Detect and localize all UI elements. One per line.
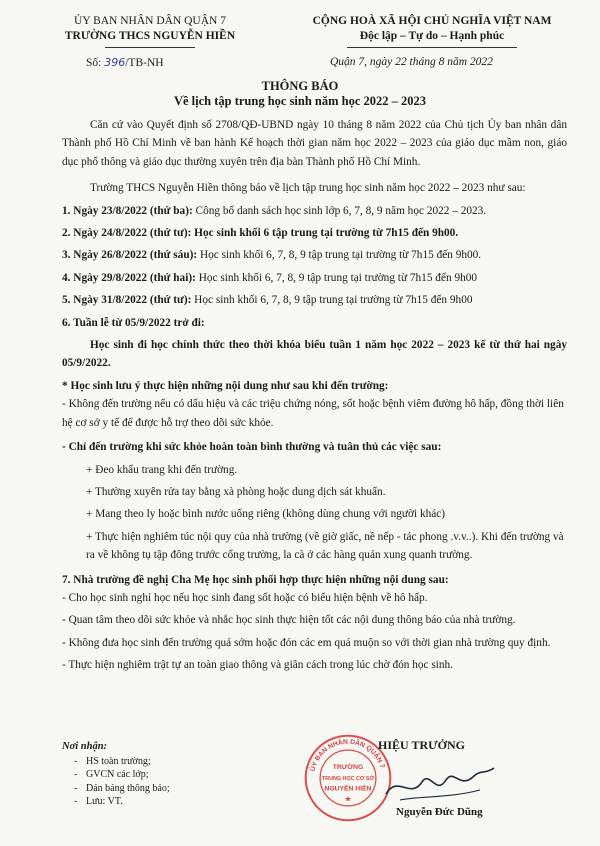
schedule-item: [62, 291, 567, 309]
stamp-center-line-3: NGUYỄN HIỀN: [324, 785, 372, 793]
paragraph-legal-basis: Căn cứ vào Quyết định số 2708/QĐ-UBND ngày 10 tháng 8 năm 2022 của Chủ tịch Ủy ban nhân dân Thành phố Hồ Chí Minh về ban hành Kế hoạch thời gian năm học 2022 – 2023 của giáo dục mầm non, giáo dục phổ thông và giáo dục thường xuyên trên địa bàn Thành phố Hồ Chí Minh.: [62, 119, 567, 168]
header-divider: [105, 47, 195, 48]
schedule-item: [62, 269, 567, 287]
recipient-item: - GVCN các lớp;: [86, 768, 170, 782]
national-header: [282, 14, 582, 48]
recipient-item: - Dán bảng thông báo;: [86, 782, 170, 796]
schedule-item: [62, 314, 567, 332]
country-name: CỘNG HOÀ XÃ HỘI CHỦ NGHĨA VIỆT NAM: [312, 15, 552, 27]
health-rule: + Thực hiện nghiêm túc nội quy của nhà trường (về giờ giấc, nề nếp - tác phong .v.v..). Khi đến trường và ra về không tụ tập đông trước cổng trường, la cà ở các hàng quán xung quanh trường.: [86, 530, 564, 562]
schedule-item: [62, 202, 567, 220]
recipient-item: - Lưu: VT.: [86, 795, 170, 809]
issuer-header: [20, 14, 280, 48]
motto-divider: [347, 47, 517, 48]
schedule-item: [62, 224, 567, 242]
issuer-org: ỦY BAN NHÂN DÂN QUẬN 7: [74, 15, 226, 27]
doc-number-suffix: /TB-NH: [125, 57, 164, 69]
student-notes-heading: * Học sinh lưu ý thực hiện những nội dung như sau khi đến trường:: [62, 379, 389, 392]
student-note: - Không đến trường nếu có dấu hiệu và các triệu chứng nóng, sốt hoặc bệnh viêm đường hô hấp, đồng thời liên hệ cơ sở y tế để được hỗ trợ theo dõi sức khỏe.: [62, 398, 564, 429]
health-rule: + Đeo khẩu trang khi đến trường.: [86, 463, 238, 476]
issuer-school: TRƯỜNG THCS NGUYỄN HIỀN: [64, 30, 236, 42]
health-rule: + Mang theo ly hoặc bình nước uống riêng (không dùng chung với người khác): [86, 508, 446, 521]
parent-requests-heading: 7. Nhà trường đề nghị Cha Mẹ học sinh phối hợp thực hiện những nội dung sau:: [62, 573, 449, 586]
parent-request: - Thực hiện nghiêm trật tự an toàn giao thông và giãn cách trong lúc chờ đón học sinh.: [62, 659, 454, 672]
national-motto: Độc lập – Tự do – Hạnh phúc: [359, 30, 505, 42]
stamp-center-line-1: TRƯỜNG: [332, 764, 364, 771]
stamp-ring-text: ỦY BAN NHÂN DÂN QUẬN 7: [309, 738, 386, 773]
handwritten-signature-icon: [380, 760, 500, 810]
recipients-label: Nơi nhận:: [62, 741, 108, 752]
paragraph-intro: Trường THCS Nguyễn Hiền thông báo về lịch tập trung học sinh năm học 2022 – 2023 như sau:: [90, 182, 526, 195]
doc-number-prefix: Số:: [86, 57, 102, 69]
parent-request: - Không đưa học sinh đến trường quá sớm hoặc đón các em quá muộn so với thời gian nhà trường quy định.: [62, 636, 551, 649]
health-rule: + Thường xuyên rửa tay bằng xà phòng hoặc dung dịch sát khuẩn.: [86, 485, 386, 498]
parent-request: - Quan tâm theo dõi sức khỏe và nhắc học sinh thực hiện tốt các nội dung thông báo của nhà trường.: [62, 614, 516, 627]
recipients-block: [62, 740, 170, 809]
signer-name: Nguyễn Đức Dũng: [396, 806, 483, 818]
notice-body: [62, 116, 567, 675]
recipients-list: [62, 755, 170, 809]
schedule-item-head: 2. Ngày 24/8/2022 (thứ tư): Học sinh khối 6 tập trung tại trường từ 7h15 đến 9h00.: [62, 227, 459, 240]
parent-request: - Cho học sinh nghỉ học nếu học sinh đang sốt hoặc có biểu hiện bệnh về hô hấp.: [62, 591, 428, 604]
schedule-item-6-detail: Học sinh đi học chính thức theo thời khóa biểu tuần 1 năm học 2022 – 2023 kể từ thứ hai ngày 05/9/2022.: [62, 339, 567, 370]
schedule-item-text: Học sinh khối 6, 7, 8, 9 tập trung tại trường từ 7h15 đến 9h00: [191, 294, 473, 307]
notice-subtitle: Về lịch tập trung học sinh năm học 2022 – 2023: [173, 94, 427, 108]
schedule-item-text: Học sinh khối 6, 7, 8, 9 tập trung tại trường từ 7h15 đến 9h00.: [197, 249, 482, 262]
student-note-heading-2: - Chỉ đến trường khi sức khỏe hoàn toàn bình thường và tuân thủ các việc sau:: [62, 441, 442, 454]
recipient-item: - HS toàn trường;: [86, 755, 170, 769]
schedule-item-head: 3. Ngày 26/8/2022 (thứ sáu):: [62, 249, 198, 262]
schedule-item-head: 4. Ngày 29/8/2022 (thứ hai):: [62, 271, 196, 284]
schedule-item-text: Công bố danh sách học sinh lớp 6, 7, 8, 9 năm học 2022 – 2023.: [192, 204, 487, 217]
notice-title: THÔNG BÁO: [261, 79, 339, 93]
schedule-item-head: 6. Tuần lễ từ 05/9/2022 trở đi:: [62, 316, 205, 329]
place-date: Quận 7, ngày 22 tháng 8 năm 2022: [330, 56, 493, 68]
schedule-item-head: 1. Ngày 23/8/2022 (thứ ba):: [62, 204, 193, 217]
document-number: [86, 56, 164, 69]
stamp-center-line-2: TRUNG HỌC CƠ SỞ: [321, 775, 375, 782]
schedule-item: [62, 246, 567, 264]
doc-number-handwritten: 396: [104, 56, 126, 69]
schedule-item-text: Học sinh khối 6, 7, 8, 9 tập trung tại trường từ 7h15 đến 9h00: [195, 271, 478, 284]
star-icon: ★: [344, 794, 352, 804]
schedule-item-head: 5. Ngày 31/8/2022 (thứ tư):: [62, 294, 192, 307]
signer-title: HIỆU TRƯỞNG: [378, 738, 466, 752]
